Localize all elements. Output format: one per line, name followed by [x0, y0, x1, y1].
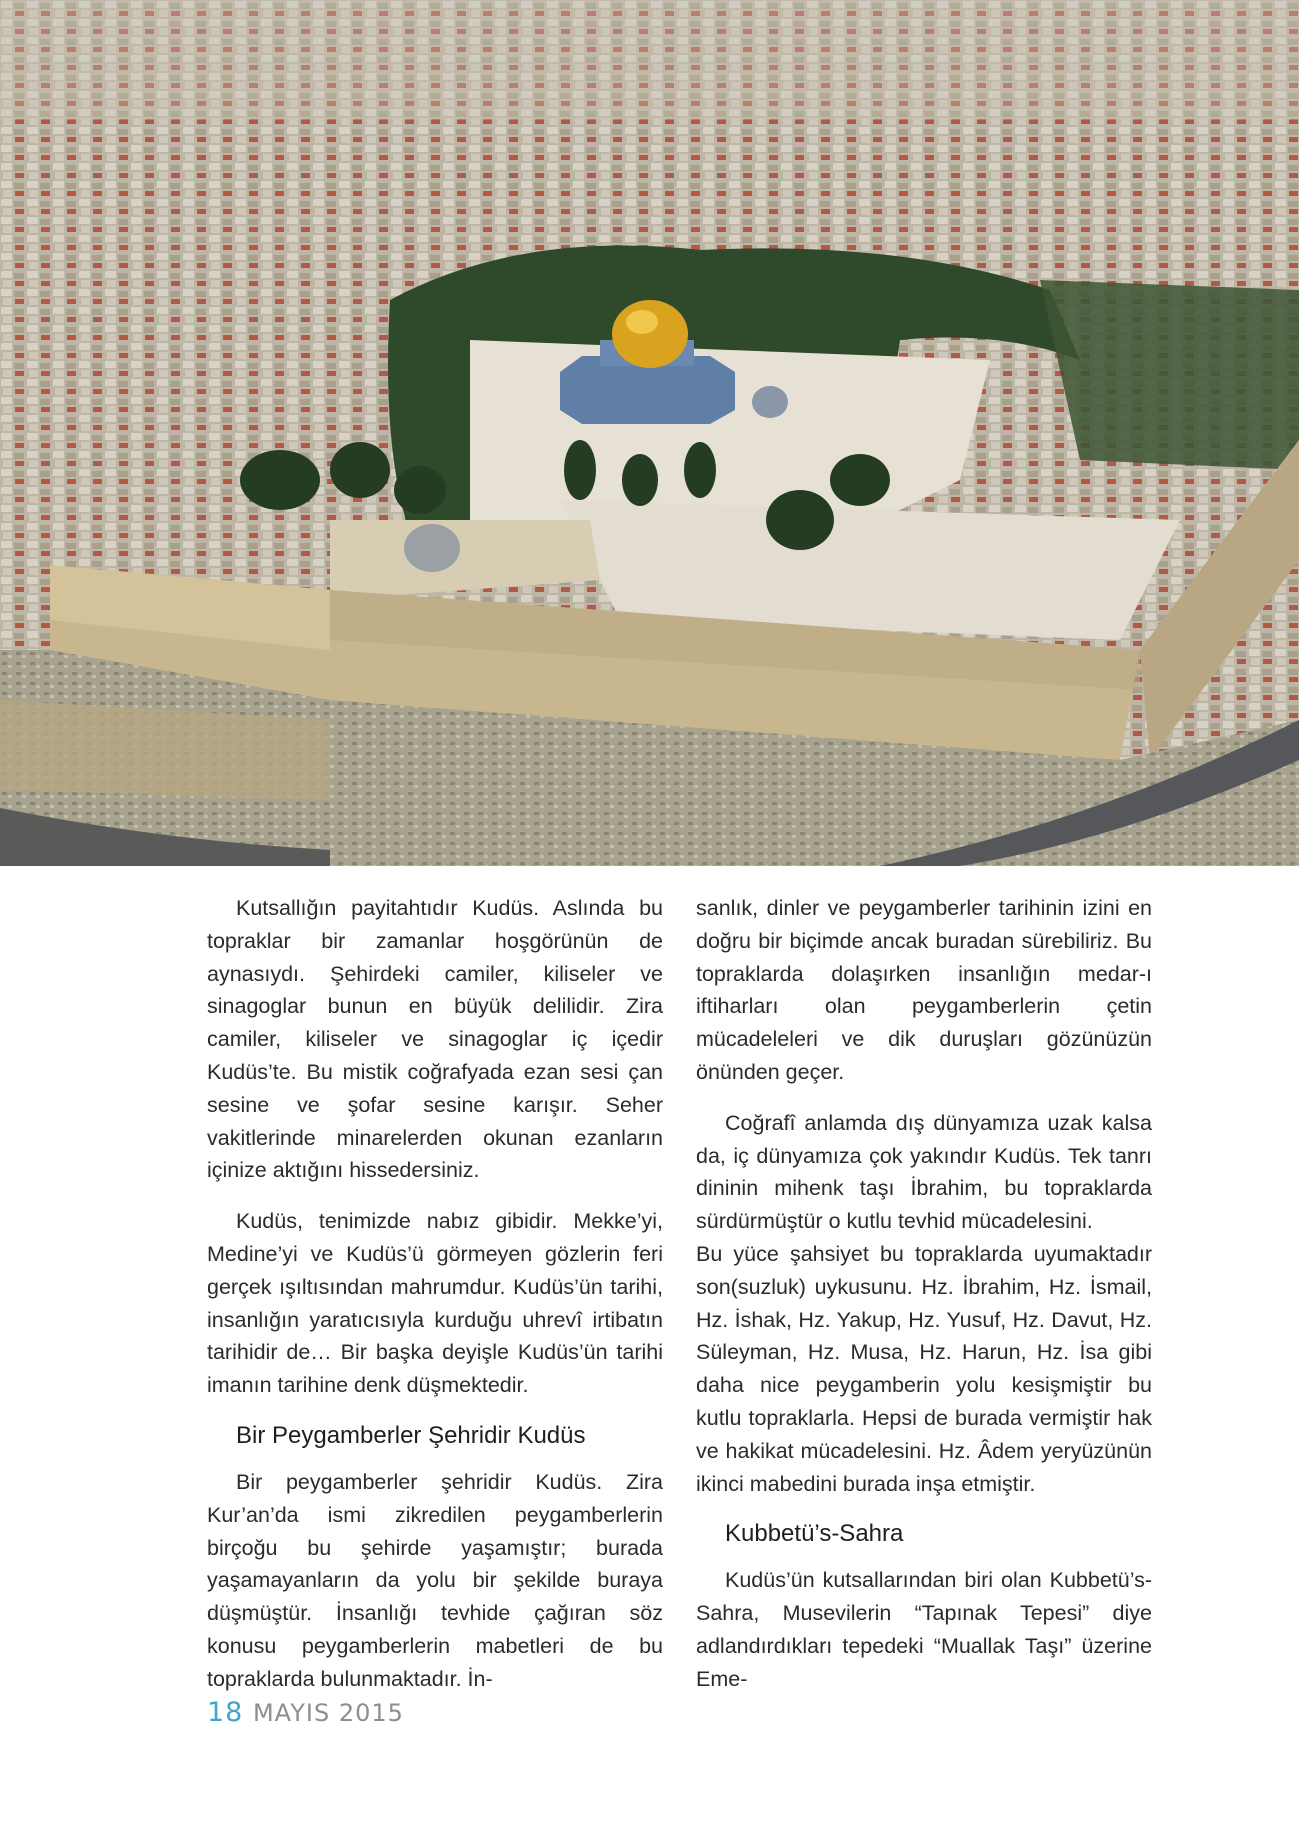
- paragraph: Kudüs, tenimizde nabız gibidir. Mekke’yi, Medine’yi ve Kudüs’ü görmeyen gözlerin feri gerçek ışıltısından mahrumdur. Kudüs’ün tarihi, insanlığın yaratıcısıyla kurduğu uhrevî irtibatın tarihidir de… Bir başka deyişle Kudüs’ün tarihi imanın tarihine denk düşmektedir.: [207, 1209, 663, 1398]
- right-column: [696, 892, 1152, 1714]
- left-column: [207, 892, 663, 1714]
- paragraph: sanlık, dinler ve peygamberler tarihinin izini en doğru bir biçimde ancak buradan sürebiliriz. Bu topraklarda dolaşırken insanlığın medar-ı iftiharları olan peygamberlerin çetin mücadeleleri ve dik duruşları gözünüzün önünden geçer.: [696, 896, 1152, 1084]
- paragraph: Kudüs’ün kutsallarından biri olan Kubbetü’s-Sahra, Musevilerin “Tapınak Tepesi” diye adlandırdıkları tepedeki “Muallak Taşı” üzerine Eme-: [696, 1568, 1152, 1691]
- paragraph: Kutsallığın payitahtıdır Kudüs. Aslında bu topraklar bir zamanlar hoşgörünün de aynasıydı. Şehirdeki camiler, kiliseler ve sinagoglar bunun en büyük delilidir. Zira camiler, kiliseler ve sinagoglar iç içedir Kudüs’te. Bu mistik coğrafyada ezan sesi çan sesine ve şofar sesine karışır. Seher vakitlerinde minarelerden okunan ezanların içinize aktığını hissedersiniz.: [207, 896, 663, 1183]
- cover-photo: [0, 0, 1299, 866]
- paragraph: Bir peygamberler şehridir Kudüs. Zira Kur’an’da ismi zikredilen peygamberlerin birçoğu bu şehirde yaşamıştır; burada yaşamayanların da yolu bir şekilde buraya düşmüştür. İnsanlığı tevhide çağıran söz konusu peygamberlerin mabetleri de bu topraklarda bulunmaktadır. İn-: [207, 1469, 663, 1691]
- aerial-photo-temple-mount-icon: [0, 0, 1299, 866]
- section-heading: Kubbetü’s-Sahra: [725, 1520, 904, 1548]
- page-number: 18: [207, 1697, 244, 1728]
- page-footer: [207, 1697, 404, 1728]
- issue-date: MAYIS 2015: [252, 1699, 404, 1727]
- paragraph: Coğrafî anlamda dış dünyamıza uzak kalsa da, iç dünyamıza çok yakındır Kudüs. Tek tanrı dininin mihenk taşı İbrahim, bu topraklarda sürdürmüştür o kutlu tevhid mücadelesini.: [696, 1110, 1152, 1234]
- paragraph: Bu yüce şahsiyet bu topraklarda uyumaktadır son(suzluk) uykusunu. Hz. İbrahim, Hz. İsmail, Hz. İshak, Hz. Yakup, Hz. Yusuf, Hz. Davut, Hz. Süleyman, Hz. Musa, Hz. Harun, Hz. İsa gibi daha nice peygamberin yolu kesişmiştir bu kutlu topraklarla. Hepsi de burada vermiştir hak ve hakikat mücadelesini. Hz. Âdem yeryüzünün ikinci mabedini burada inşa etmiştir.: [696, 1241, 1152, 1496]
- section-heading: Bir Peygamberler Şehridir Kudüs: [236, 1421, 586, 1449]
